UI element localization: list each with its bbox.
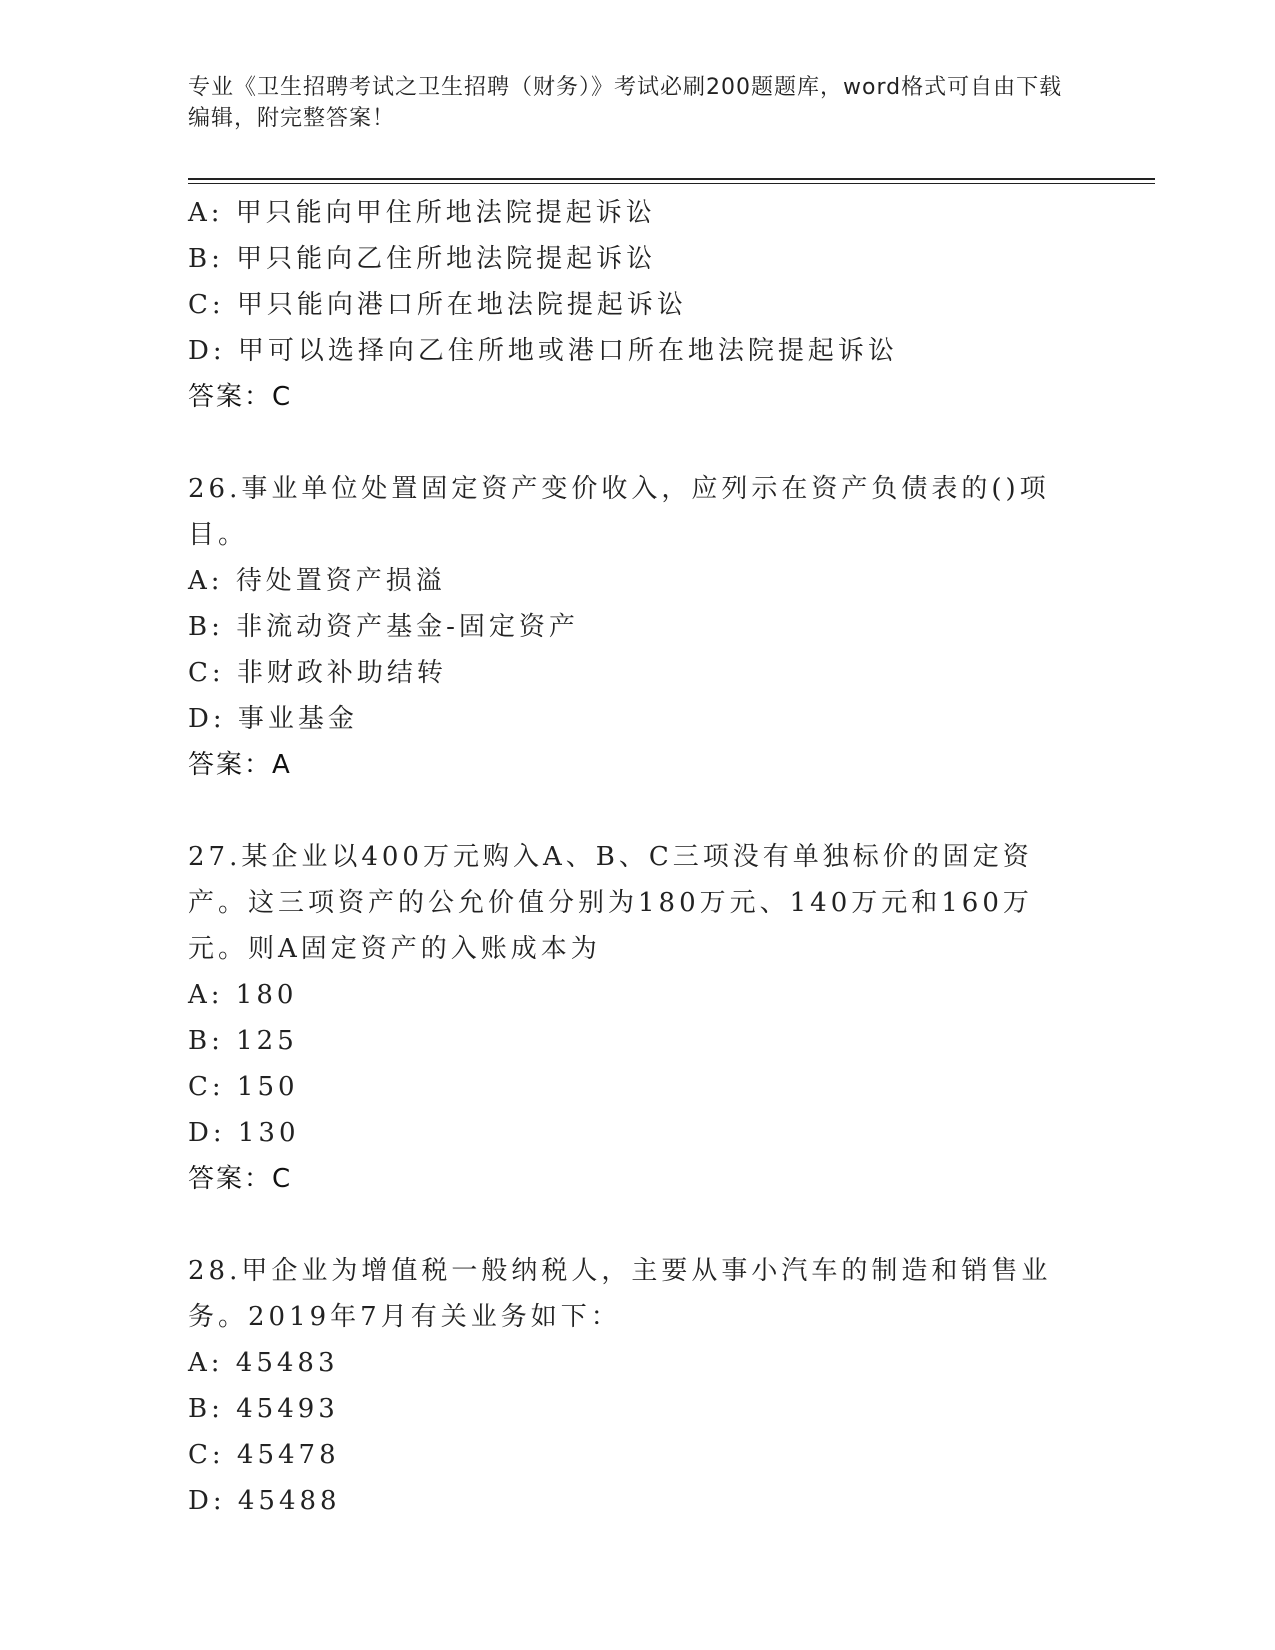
question-stem: 27.某企业以400万元购入A、B、C三项没有单独标价的固定资产。这三项资产的公允价值分别为180万元、140万元和160万元。则A固定资产的入账成本为: [188, 842, 1033, 964]
answer: 答案：C: [188, 382, 293, 412]
answer: 答案：A: [188, 750, 292, 780]
document-header: 专业《卫生招聘考试之卫生招聘（财务）》考试必刷200题题库，word格式可自由下载编辑，附完整答案！: [188, 75, 1063, 131]
option-b: B: 甲只能向乙住所地法院提起诉讼: [188, 244, 657, 274]
question-25: [188, 190, 1088, 420]
spacer: [188, 788, 1088, 834]
question-stem: 28.甲企业为增值税一般纳税人，主要从事小汽车的制造和销售业务。2019年7月有关业务如下：: [188, 1256, 1052, 1332]
question-27: [188, 834, 1088, 1202]
header-divider-thick: [188, 178, 1155, 180]
option-d: D: 甲可以选择向乙住所地或港口所在地法院提起诉讼: [188, 336, 898, 366]
answer: 答案：C: [188, 1164, 293, 1194]
question-stem: 26.事业单位处置固定资产变价收入，应列示在资产负债表的()项目。: [188, 474, 1050, 550]
header-divider-thin: [188, 183, 1155, 184]
option-b: B: 非流动资产基金-固定资产: [188, 612, 579, 642]
option-c: C: 甲只能向港口所在地法院提起诉讼: [188, 290, 687, 320]
option-c: C: 45478: [188, 1440, 340, 1470]
option-d: D: 45488: [188, 1486, 341, 1516]
option-b: B: 125: [188, 1026, 298, 1056]
option-c: C: 150: [188, 1072, 299, 1102]
spacer: [188, 1202, 1088, 1248]
option-d: D: 事业基金: [188, 704, 358, 734]
option-c: C: 非财政补助结转: [188, 658, 447, 688]
option-a: A: 180: [188, 980, 298, 1010]
option-a: A: 甲只能向甲住所地法院提起诉讼: [188, 198, 656, 228]
option-d: D: 130: [188, 1118, 300, 1148]
option-b: B: 45493: [188, 1394, 339, 1424]
question-28: [188, 1248, 1088, 1524]
option-a: A: 45483: [188, 1348, 339, 1378]
question-list: [188, 190, 1088, 1524]
spacer: [188, 420, 1088, 466]
option-a: A: 待处置资产损溢: [188, 566, 446, 596]
question-26: [188, 466, 1088, 788]
